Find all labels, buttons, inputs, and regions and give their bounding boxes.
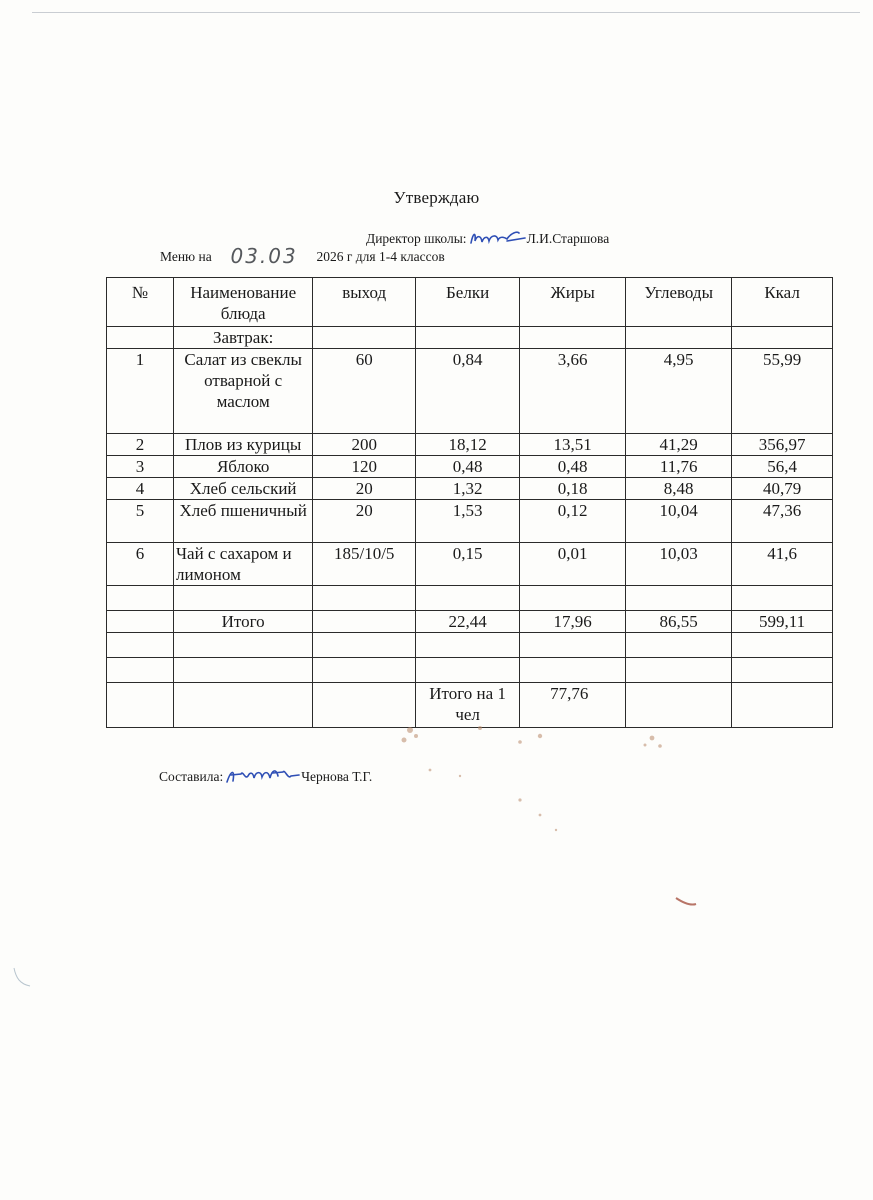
col-dish-name: Наименование блюда xyxy=(173,278,312,327)
row-kcal: 47,36 xyxy=(732,500,833,543)
approve-heading: Утверждаю xyxy=(393,188,480,207)
row-protein: 1,53 xyxy=(416,500,520,543)
row-carbs: 10,04 xyxy=(626,500,732,543)
row-number: 5 xyxy=(107,500,174,543)
row-carbs: 10,03 xyxy=(626,543,732,586)
table-row xyxy=(107,456,833,478)
total-row xyxy=(107,611,833,633)
row-number: 1 xyxy=(107,349,174,434)
row-number: 3 xyxy=(107,456,174,478)
row-carbs: 11,76 xyxy=(626,456,732,478)
director-signature xyxy=(467,229,527,247)
row-dish: Яблоко xyxy=(173,456,312,478)
row-kcal: 356,97 xyxy=(732,434,833,456)
col-kcal: Ккал xyxy=(732,278,833,327)
row-kcal: 55,99 xyxy=(732,349,833,434)
row-fat: 3,66 xyxy=(520,349,626,434)
menu-suffix: 2026 г для 1-4 классов xyxy=(316,249,445,264)
row-dish: Хлеб пшеничный xyxy=(173,500,312,543)
row-protein: 0,48 xyxy=(416,456,520,478)
empty-row xyxy=(107,658,833,683)
empty-row xyxy=(107,586,833,611)
menu-table xyxy=(106,277,833,728)
row-fat: 0,48 xyxy=(520,456,626,478)
menu-prefix: Меню на xyxy=(160,249,212,264)
per-person-label: Итого на 1 чел xyxy=(416,683,520,728)
row-carbs: 4,95 xyxy=(626,349,732,434)
col-number: № xyxy=(107,278,174,327)
composed-line xyxy=(159,766,372,786)
row-output: 20 xyxy=(313,500,416,543)
row-number: 6 xyxy=(107,543,174,586)
per-person-row xyxy=(107,683,833,728)
row-carbs: 8,48 xyxy=(626,478,732,500)
total-carbs: 86,55 xyxy=(626,611,732,633)
col-fat: Жиры xyxy=(520,278,626,327)
row-protein: 1,32 xyxy=(416,478,520,500)
row-fat: 0,12 xyxy=(520,500,626,543)
row-kcal: 56,4 xyxy=(732,456,833,478)
row-dish: Салат из свеклы отварной с маслом xyxy=(173,349,312,434)
total-fat: 17,96 xyxy=(520,611,626,633)
table-row xyxy=(107,478,833,500)
row-number: 4 xyxy=(107,478,174,500)
row-protein: 18,12 xyxy=(416,434,520,456)
col-output: выход xyxy=(313,278,416,327)
row-kcal: 41,6 xyxy=(732,543,833,586)
menu-line xyxy=(160,244,445,268)
composed-name: Чернова Т.Г. xyxy=(301,769,373,784)
table-row xyxy=(107,500,833,543)
row-output: 20 xyxy=(313,478,416,500)
per-person-value: 77,76 xyxy=(520,683,626,728)
director-label: Директор школы: xyxy=(366,231,467,246)
row-fat: 13,51 xyxy=(520,434,626,456)
table-row xyxy=(107,349,833,434)
row-protein: 0,84 xyxy=(416,349,520,434)
total-kcal: 599,11 xyxy=(732,611,833,633)
director-name: Л.И.Старшова xyxy=(526,231,610,246)
row-carbs: 41,29 xyxy=(626,434,732,456)
col-protein: Белки xyxy=(416,278,520,327)
row-output: 60 xyxy=(313,349,416,434)
row-dish: Плов из курицы xyxy=(173,434,312,456)
row-dish: Чай с сахаром и лимоном xyxy=(173,543,312,586)
row-fat: 0,01 xyxy=(520,543,626,586)
table-row xyxy=(107,434,833,456)
menu-date: 03.03 xyxy=(230,244,298,268)
row-number: 2 xyxy=(107,434,174,456)
composed-label: Составила: xyxy=(159,769,224,784)
scan-edge-line xyxy=(32,12,860,13)
row-dish: Хлеб сельский xyxy=(173,478,312,500)
row-kcal: 40,79 xyxy=(732,478,833,500)
table-header-row xyxy=(107,278,833,327)
row-output: 120 xyxy=(313,456,416,478)
row-fat: 0,18 xyxy=(520,478,626,500)
table-row xyxy=(107,543,833,586)
composer-signature xyxy=(223,766,301,786)
col-carbs: Углеводы xyxy=(626,278,732,327)
row-output: 200 xyxy=(313,434,416,456)
row-output: 185/10/5 xyxy=(313,543,416,586)
empty-row xyxy=(107,633,833,658)
total-label: Итого xyxy=(173,611,312,633)
section-row xyxy=(107,327,833,349)
section-label: Завтрак: xyxy=(173,327,312,349)
row-protein: 0,15 xyxy=(416,543,520,586)
total-protein: 22,44 xyxy=(416,611,520,633)
